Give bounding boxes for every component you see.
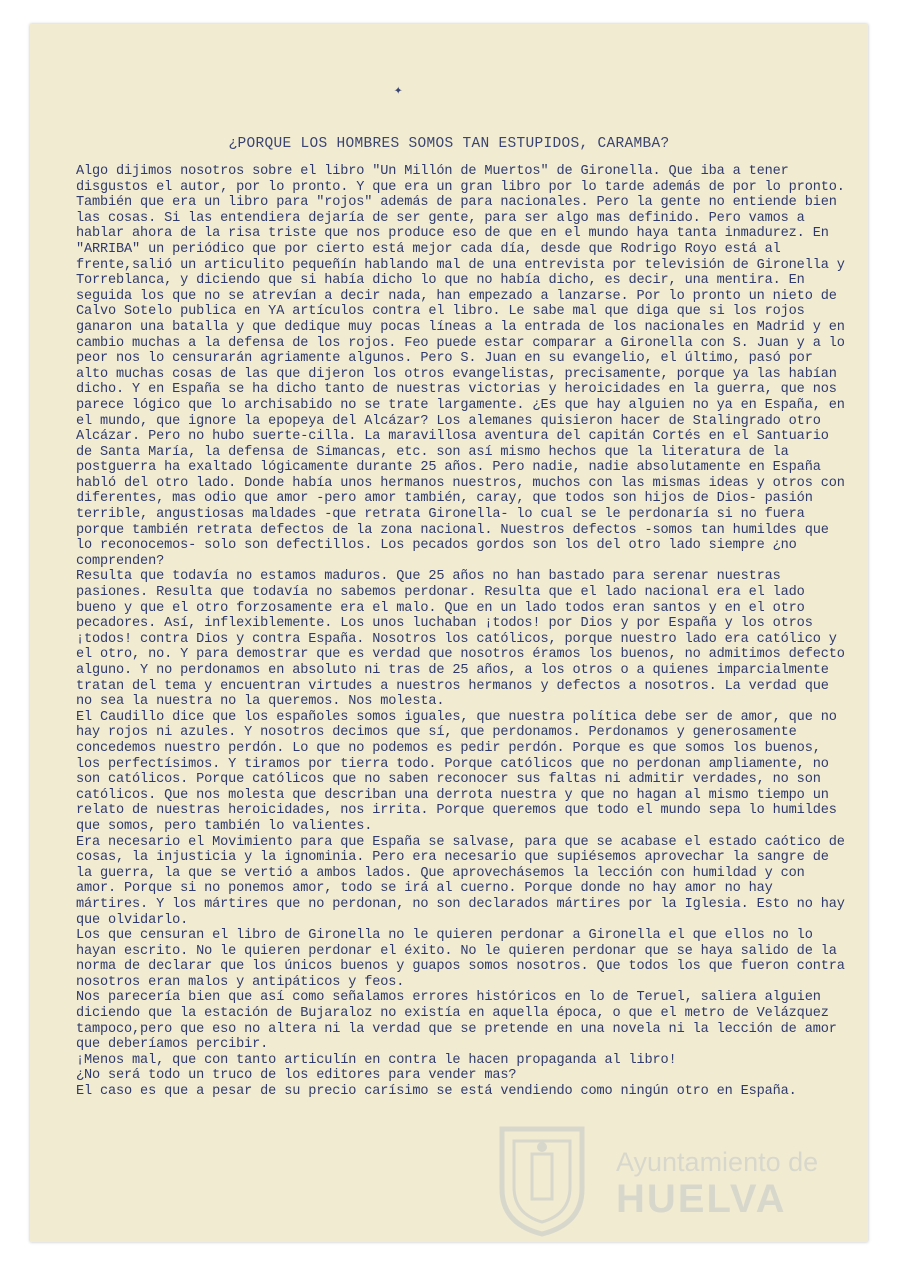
paragraph: ¿No será todo un truco de los editores para vender mas? [76, 1068, 517, 1084]
paragraph: El Caudillo dice que los españoles somos iguales, que nuestra política debe ser de amor, que no hay rojos ni azules. Y nosotros decimos que sí, que perdonamos. Perdonamos y generosamente concedemos nuestro perdón. Lo que no podemos es pedir perdón. Porque es que somos los buenos, los perfectísimos. Y tiramos por tierra todo. Porque católicos que no perdonan ampliamente, no son católicos. Porque católicos que no saben reconocer sus faltas ni admitir verdades, no son católicos. Que nos molesta que describan una derrota nuestra y que no hagan al mismo tiempo un relato de nuestras heroicidades, nos irrita. Porque queremos que todo el mundo sepa lo humildes que somos, pero también lo valientes. [76, 709, 837, 834]
paragraph: Algo dijimos nosotros sobre el libro "Un Millón de Muertos" de Gironella. Que iba a tener disgustos el autor, por lo pronto. Y que era un gran libro por lo tarde además de por lo pronto. También que era un libro para "rojos" además de para nacionales. Pero la gente no entiende bien las cosas. Si las entendiera dejaría de ser gente, para ser algo mas definido. Pero vamos a hablar ahora de la risa triste que nos produce eso de que en el mundo haya tanta inmadurez. En "ARRIBA" un periódico que por cierto está mejor cada día, desde que Rodrigo Royo está al frente,salió un articulito pequeñín hablando mal de una entrevista por televisión de Gironella y Torreblanca, y diciendo que si había dicho lo que no había dicho, es decir, una mentira. En seguida los que no se atrevían a decir nada, han empezado a lanzarse. Por lo pronto un nieto de Calvo Sotelo publica en YA artículos contra el libro. Le sabe mal que diga que si los rojos ganaron una batalla y que dedique muy pocas líneas a la entrada de los nacionales en Madrid y en cambio muchas a la defensa de los rojos. Feo puede estar comparar a Gironella con S. Juan y a lo peor nos lo censurarán agriamente algunos. Pero S. Juan en su evangelio, el último, pasó por alto muchas cosas de las que dijeron los otros evangelistas, precisamente, porque ya las habían dicho. Y en España se ha dicho tanto de nuestras victorias y heroicidades en la guerra, que nos parece lógico que lo archisabido no se trate largamente. ¿Es que hay alguien no ya en España, en el mundo, que ignore la epopeya del Alcázar? Los alemanes quisieron hacer de Stalingrado otro Alcázar. Pero no hubo suerte-cilla. La maravillosa aventura del capitán Cortés en el Santuario de Santa María, la defensa de Simancas, etc. son así mismo hechos que la literatura de la postguerra ha exaltado lógicamente durante 25 años. Pero nadie, nadie absolutamente en España habló del otro lado. Donde había unos hermanos nuestros, muchos con las mismas ideas y otros con diferentes, mas odio que amor -pero amor también, caray, que todos son hijos de Dios- pasión terrible, angustiosas maldades -que retrata Gironella- lo cual se le perdonaría si no fuera porque también retrata defectos de la zona nacional. Nuestros defectos -somos tan humildes que lo reconocemos- solo son defectillos. Los pecados gordos son los del otro lado siempre ¿no comprenden? [76, 164, 845, 569]
document-body [76, 164, 846, 1100]
watermark-line2: HUELVA [616, 1177, 787, 1221]
paragraph: Nos parecería bien que así como señalamos errores históricos en lo de Teruel, saliera alguien diciendo que la estación de Bujaraloz no existía en aquella época, o que el metro de Velázquez tampoco,pero que eso no altera ni la verdad que se pretende en una novela ni la lección de amor que deberíamos percibir. [76, 990, 837, 1053]
paragraph: Los que censuran el libro de Gironella no le quieren perdonar a Gironella el que ellos no lo hayan escrito. No le quieren perdonar el éxito. No le quieren perdonar que se haya salido de la norma de declarar que los únicos buenos y guapos somos nosotros. Que todos los que fueron contra nosotros eran malos y antipáticos y feos. [76, 928, 845, 990]
archive-watermark [492, 1119, 832, 1239]
paragraph: Era necesario el Movimiento para que España se salvase, para que se acabase el estado caótico de cosas, la injusticia y la ignominia. Pero era necesario que supiésemos aprovechar la sangre de la guerra, la que se vertió a ambos lados. Que aprovechásemos la lección con humildad y con amor. Porque si no ponemos amor, todo se irá al cuerno. Porque donde no hay amor no hay mártires. Y los mártires que no perdonan, no son declarados mártires por la Iglesia. Esto no hay que olvidarlo. [76, 834, 845, 928]
coat-of-arms-icon [492, 1119, 592, 1237]
document-title: ¿PORQUE LOS HOMBRES SOMOS TAN ESTUPIDOS, CARAMBA? [228, 136, 670, 152]
watermark-line1: Ayuntamiento de [616, 1147, 819, 1177]
paragraph: Resulta que todavía no estamos maduros. Que 25 años no han bastado para serenar nuestras pasiones. Resulta que todavía no sabemos perdonar. Resulta que el lado nacional era el lado bueno y que el otro forzosamente era el malo. Que en un lado todos eran santos y en el otro pecadores. Así, inflexiblemente. Los unos luchaban ¡todos! por Dios y por España y los otros ¡todos! contra Dios y contra España. Nosotros los católicos, porque nuestro lado era católico y el otro, no. Y para demostrar que es verdad que nosotros éramos los buenos, no admitimos defecto alguno. Y no perdonamos en absoluto ni tras de 25 años, a los otros o a quienes imparcialmente tratan del tema y encuentran virtudes a nuestros hermanos y defectos a nosotros. La verdad que no sea la nuestra no la queremos. Nos molesta. [76, 569, 845, 710]
paragraph: ¡Menos mal, que con tanto articulín en contra le hacen propaganda al libro! [76, 1052, 677, 1068]
paper-sheet [30, 24, 868, 1242]
ink-mark: ✦ [394, 83, 403, 99]
paragraph: El caso es que a pesar de su precio carísimo se está vendiendo como ningún otro en España. [76, 1084, 797, 1100]
